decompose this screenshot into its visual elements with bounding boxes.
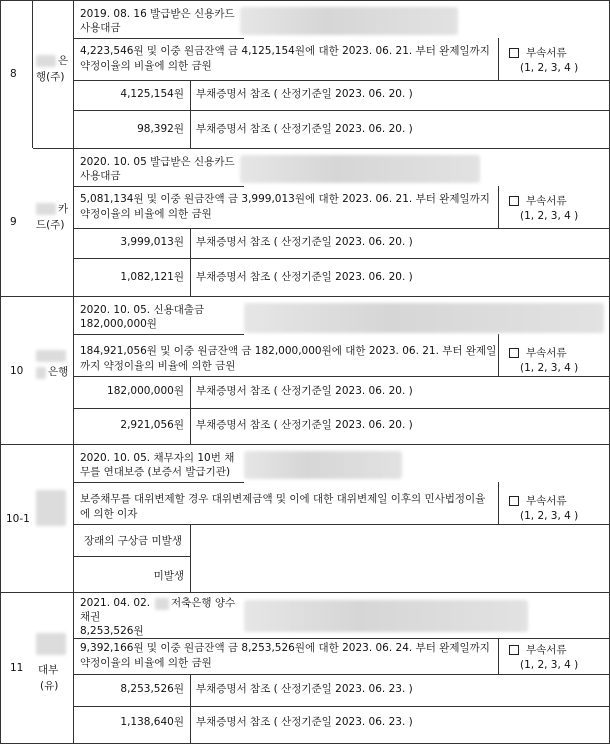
attachment-checkbox[interactable]	[509, 645, 519, 655]
redacted-account-info	[244, 303, 604, 333]
claim-origin: 2020. 10. 05. 신용대출금	[80, 304, 205, 316]
row-number: 11	[10, 662, 24, 674]
redacted-creditor-name	[36, 490, 66, 526]
creditor-name-suffix: 은	[58, 55, 69, 67]
interest-amount: 1,138,640원	[120, 716, 184, 728]
cell-line	[74, 258, 609, 259]
redacted-creditor-name	[36, 203, 56, 215]
principal-note: 부채증명서 참조 ( 산정기준일 2023. 06. 20. )	[196, 236, 413, 248]
attachment-label: 부속서류	[526, 644, 567, 656]
cell-line	[74, 556, 191, 557]
principal-note: 부채증명서 참조 ( 산정기준일 2023. 06. 20. )	[196, 385, 413, 397]
attachment-label: 부속서류	[526, 195, 567, 207]
cell-line	[74, 38, 244, 39]
redacted-bank-name	[155, 598, 169, 610]
cell-line	[190, 376, 191, 444]
principal-amount: 182,000,000원	[107, 385, 184, 397]
interest-note: 부채증명서 참조 ( 산정기준일 2023. 06. 20. )	[196, 271, 413, 283]
attachment-label: 부속서류	[526, 347, 567, 359]
row-separator	[33, 148, 610, 149]
interest-note: 부채증명서 참조 ( 산정기준일 2023. 06. 20. )	[196, 419, 413, 431]
redacted-creditor-name	[36, 55, 56, 67]
row-number: 8	[10, 68, 17, 80]
cell-line	[74, 376, 609, 377]
redacted-creditor-name	[36, 367, 46, 379]
attachment-checkbox[interactable]	[509, 48, 519, 58]
attachment-label: 부속서류	[526, 47, 567, 59]
attachment-numbers: (1, 2, 3, 4 )	[520, 210, 579, 222]
redacted-account-info	[244, 600, 528, 632]
cell-line	[498, 638, 499, 674]
cell-line	[498, 38, 499, 80]
claim-origin: 사용대금	[80, 22, 121, 34]
creditor-name-suffix: (유)	[40, 680, 59, 692]
claim-interest-text: 약정이율의 비율에 의한 금원	[80, 657, 212, 669]
row-separator	[0, 444, 610, 445]
claim-interest-text: 4,223,546원 및 이중 원금잔액 금 4,125,154원에 대한 2023. 06. 21. 부터 완제일까지	[80, 45, 490, 57]
future-claim-label: 장래의 구상금 미발생	[84, 535, 182, 547]
cell-line	[190, 524, 191, 592]
cell-line	[498, 186, 499, 228]
redacted-account-info	[240, 155, 480, 183]
claim-origin: 채권	[80, 611, 101, 623]
interest-amount: 1,082,121원	[120, 271, 184, 283]
cell-line	[74, 524, 609, 525]
cell-line	[498, 482, 499, 524]
redacted-creditor-name	[36, 350, 66, 362]
attachment-checkbox[interactable]	[509, 196, 519, 206]
attachment-numbers: (1, 2, 3, 4 )	[520, 659, 579, 671]
creditor-name-suffix: 대부	[38, 664, 59, 676]
redacted-creditor-name	[36, 633, 66, 655]
claim-interest-text: 에 의한 이자	[80, 508, 138, 520]
row-separator	[0, 592, 610, 593]
creditor-name-suffix: 은행	[48, 366, 69, 378]
col-divider	[32, 0, 33, 148]
claim-interest-text: 약정이율의 비율에 의한 금원	[80, 208, 212, 220]
cell-line	[74, 80, 609, 81]
row-number: 10	[10, 365, 24, 377]
creditor-name-suffix: 행(주)	[36, 71, 65, 83]
cell-line	[190, 674, 191, 744]
claim-origin: 저축은행 양수	[171, 597, 236, 609]
cell-line	[190, 228, 191, 296]
claim-origin: 8,253,526원	[80, 625, 144, 637]
attachment-label: 부속서류	[526, 495, 567, 507]
cell-line	[74, 638, 609, 639]
row-separator	[0, 296, 610, 297]
creditor-name-suffix: 카	[58, 203, 69, 215]
claim-origin: 사용대금	[80, 170, 121, 182]
claim-interest-text: 184,921,056원 및 이중 원금잔액 금 182,000,000원에 대한 2023. 06. 21. 부터 완제일	[80, 345, 497, 357]
claim-interest-text: 5,081,134원 및 이중 원금잔액 금 3,999,013원에 대한 2023. 06. 21. 부터 완제일까지	[80, 193, 490, 205]
claim-interest-text: 까지 약정이율의 비율에 의한 금원	[80, 360, 236, 372]
cell-line	[74, 228, 609, 229]
cell-line	[74, 674, 609, 675]
interest-note: 부채증명서 참조 ( 산정기준일 2023. 06. 23. )	[196, 716, 413, 728]
claim-origin: 2020. 10. 05. 채무자의 10번 채	[80, 452, 235, 464]
principal-note: 부채증명서 참조 ( 산정기준일 2023. 06. 20. )	[196, 88, 413, 100]
cell-line	[74, 408, 609, 409]
cell-line	[74, 334, 244, 335]
interest-amount: 2,921,056원	[120, 419, 184, 431]
claim-origin: 2020. 10. 05 발급받은 신용카드	[80, 156, 235, 168]
principal-amount: 4,125,154원	[120, 88, 184, 100]
interest-amount: 98,392원	[137, 123, 184, 135]
redacted-account-info	[240, 7, 458, 35]
claim-interest-text: 보증채무를 대위변제할 경우 대위변제금액 및 이에 대한 대위변제일 이후의 민사법정이율	[80, 493, 486, 505]
principal-note: 부채증명서 참조 ( 산정기준일 2023. 06. 23. )	[196, 683, 413, 695]
redacted-account-info	[244, 451, 402, 479]
interest-note: 부채증명서 참조 ( 산정기준일 2023. 06. 20. )	[196, 123, 413, 135]
cell-line	[498, 334, 499, 376]
table-border-top	[0, 0, 610, 1]
cell-line	[74, 110, 609, 111]
attachment-checkbox[interactable]	[509, 348, 519, 358]
attachment-numbers: (1, 2, 3, 4 )	[520, 510, 579, 522]
cell-line	[190, 80, 191, 148]
row-number: 10-1	[6, 513, 30, 525]
claim-origin: 무를 연대보증 (보증서 발급기관)	[80, 466, 231, 478]
claim-origin: 2021. 04. 02.	[80, 597, 151, 609]
principal-amount: 8,253,526원	[120, 683, 184, 695]
creditor-name-suffix: 드(주)	[36, 219, 65, 231]
attachment-numbers: (1, 2, 3, 4 )	[520, 362, 579, 374]
table-border-left	[0, 0, 1, 744]
principal-amount: 3,999,013원	[120, 236, 184, 248]
claim-origin: 2019. 08. 16 발급받은 신용카드	[80, 8, 235, 20]
cell-line	[74, 706, 609, 707]
row-number: 9	[10, 216, 17, 228]
col-divider	[73, 0, 74, 744]
attachment-numbers: (1, 2, 3, 4 )	[520, 62, 579, 74]
attachment-checkbox[interactable]	[509, 496, 519, 506]
claim-origin: 182,000,000원	[80, 318, 157, 330]
claim-interest-text: 9,392,166원 및 이중 원금잔액 금 8,253,526원에 대한 2023. 06. 24. 부터 완제일까지	[80, 642, 490, 654]
cell-line	[74, 186, 244, 187]
cell-line	[74, 482, 244, 483]
future-claim-status: 미발생	[153, 570, 184, 582]
claim-interest-text: 약정이율의 비율에 의한 금원	[80, 60, 212, 72]
